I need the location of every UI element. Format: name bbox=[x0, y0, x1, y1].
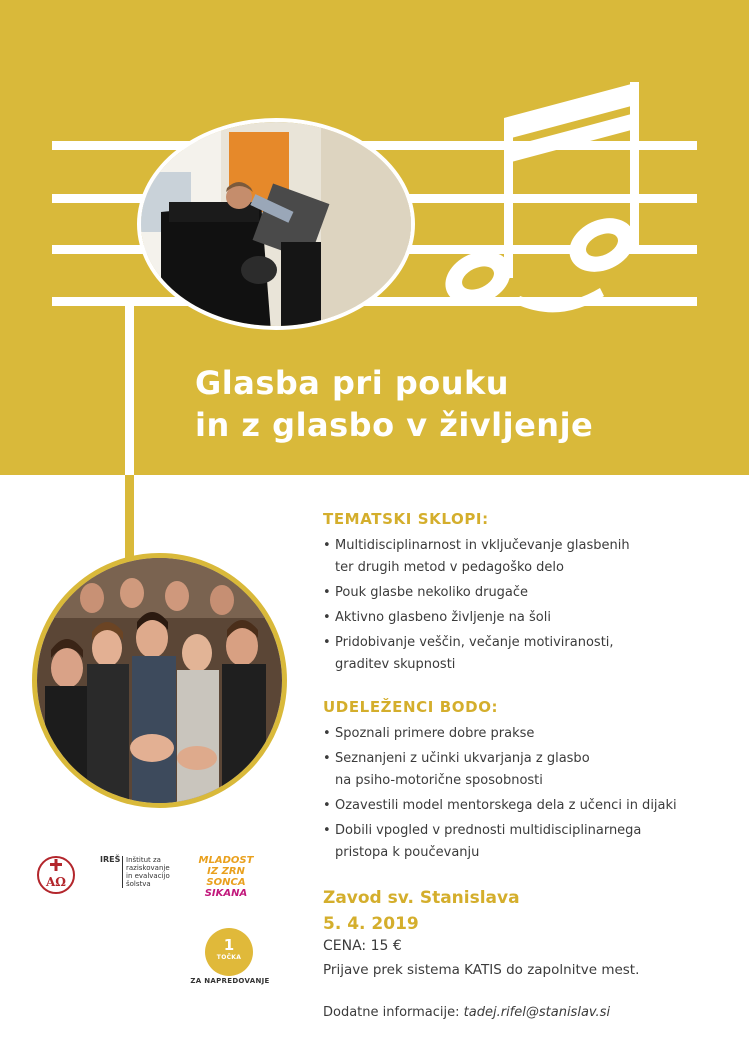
title-line-2: in z glasbo v življenje bbox=[195, 406, 594, 444]
list-item-line: • Dobili vpogled v prednosti multidisciplinarnega bbox=[335, 823, 642, 838]
page-title bbox=[195, 362, 593, 446]
list-item bbox=[323, 820, 677, 864]
topics-list bbox=[323, 535, 630, 679]
list-item-line: • Multidisciplinarnost in vključevanje glasbenih bbox=[335, 538, 630, 553]
event-price: CENA: 15 € bbox=[323, 938, 402, 954]
event-signup: Prijave prek sistema KATIS do zapolnitve mest. bbox=[323, 962, 640, 978]
list-item-line: graditev skupnosti bbox=[335, 657, 456, 672]
list-item-line: • Aktivno glasbeno življenje na šoli bbox=[335, 610, 551, 625]
list-item bbox=[323, 607, 630, 629]
list-item-line: pristopa k poučevanju bbox=[335, 845, 480, 860]
svg-text:AΩ: AΩ bbox=[46, 875, 66, 889]
participants-heading: UDELEŽENCI BODO: bbox=[323, 698, 499, 716]
ires-text-line: šolstva bbox=[126, 880, 151, 888]
note-stem-lower bbox=[125, 475, 134, 558]
mladost-logo bbox=[193, 855, 259, 899]
points-unit: TOČKA bbox=[216, 954, 242, 961]
ires-text-line: in evalvacijo bbox=[126, 872, 170, 880]
participants-list bbox=[323, 723, 677, 867]
list-item-line: • Ozavestili model mentorskega dela z učenci in dijaki bbox=[335, 798, 677, 813]
contact-info bbox=[323, 1005, 610, 1020]
event-venue-date bbox=[323, 885, 520, 937]
mladost-line: SIKANA bbox=[204, 888, 248, 899]
list-item-line: na psiho-motorične sposobnosti bbox=[335, 773, 543, 788]
photo-choir-singing bbox=[32, 553, 287, 808]
list-item bbox=[323, 795, 677, 817]
list-item bbox=[323, 582, 630, 604]
event-venue: Zavod sv. Stanislava bbox=[323, 888, 520, 908]
topics-heading: TEMATSKI SKLOPI: bbox=[323, 510, 489, 528]
points-number: 1 bbox=[223, 936, 235, 954]
contact-label: Dodatne informacije: bbox=[323, 1005, 464, 1020]
list-item-line: • Seznanjeni z učinki ukvarjanja z glasbo bbox=[335, 751, 590, 766]
list-item-line: • Pouk glasbe nekoliko drugače bbox=[335, 585, 529, 600]
ires-abbr: IREŠ bbox=[100, 855, 121, 864]
points-caption: ZA NAPREDOVANJE bbox=[190, 977, 270, 985]
ires-text-line: Inštitut za bbox=[126, 856, 161, 864]
list-item bbox=[323, 748, 677, 792]
points-badge bbox=[205, 928, 253, 976]
list-item bbox=[323, 535, 630, 579]
contact-email-link[interactable]: tadej.rifel@stanislav.si bbox=[463, 1005, 611, 1020]
event-date: 5. 4. 2019 bbox=[323, 914, 419, 934]
title-line-1: Glasba pri pouku bbox=[195, 364, 510, 402]
mladost-line: MLADOST bbox=[198, 855, 254, 866]
list-item bbox=[323, 632, 630, 676]
photo-teacher-at-piano bbox=[137, 118, 415, 330]
ires-full-name bbox=[122, 856, 186, 888]
alpha-omega-logo-icon bbox=[36, 855, 76, 895]
list-item-line: • Pridobivanje veščin, večanje motiviranosti, bbox=[335, 635, 614, 650]
ires-text-line: raziskovanje bbox=[126, 864, 170, 872]
list-item-line: ter drugih metod v pedagoško delo bbox=[335, 560, 564, 575]
list-item bbox=[323, 723, 677, 745]
list-item-line: • Spoznali primere dobre prakse bbox=[335, 726, 535, 741]
mladost-line: IZ ZRN SONCA bbox=[206, 866, 246, 888]
